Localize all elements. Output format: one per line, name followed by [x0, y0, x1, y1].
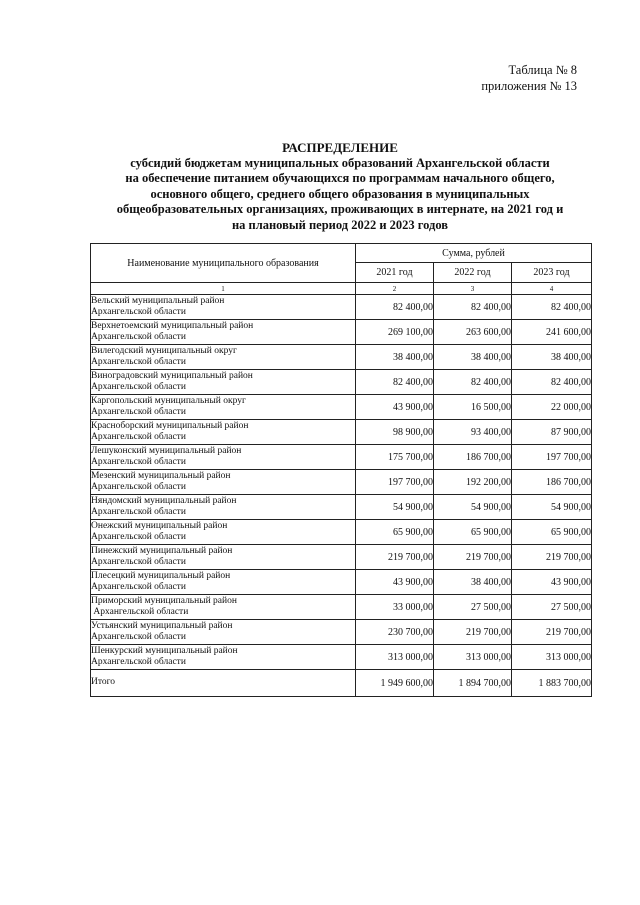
column-header-year: 2022 год	[434, 263, 512, 283]
column-number: 3	[434, 283, 512, 295]
municipality-name-line1: Пинежский муниципальный район	[91, 545, 233, 556]
total-2023: 1 883 700,00	[512, 670, 592, 697]
title-line: общеобразовательных организациях, проживающих в интернате, на 2021 год и	[116, 202, 564, 216]
document-title	[90, 140, 590, 233]
amount-2022: 16 500,00	[434, 395, 512, 420]
amount-2023: 82 400,00	[512, 370, 592, 395]
table-row	[91, 320, 592, 345]
municipality-name	[91, 470, 356, 495]
municipality-name	[91, 570, 356, 595]
municipality-name	[91, 545, 356, 570]
municipality-name	[91, 645, 356, 670]
table-row	[91, 345, 592, 370]
table-row	[91, 595, 592, 620]
amount-2021: 82 400,00	[356, 295, 434, 320]
municipality-name	[91, 445, 356, 470]
municipality-name-line2: Архангельской области	[91, 332, 186, 342]
amount-2021: 313 000,00	[356, 645, 434, 670]
municipality-name-line1: Устьянский муниципальный район	[91, 620, 233, 631]
amount-2021: 43 900,00	[356, 570, 434, 595]
amount-2023: 22 000,00	[512, 395, 592, 420]
column-number: 4	[512, 283, 592, 295]
amount-2021: 269 100,00	[356, 320, 434, 345]
table-row	[91, 420, 592, 445]
table-row	[91, 370, 592, 395]
amount-2022: 65 900,00	[434, 520, 512, 545]
amount-2022: 192 200,00	[434, 470, 512, 495]
table-row	[91, 495, 592, 520]
table-row	[91, 470, 592, 495]
municipality-name-line2: Архангельской области	[91, 657, 186, 667]
amount-2021: 43 900,00	[356, 395, 434, 420]
municipality-name-line1: Онежский муниципальный район	[91, 520, 228, 531]
distribution-table	[90, 243, 592, 697]
amount-2022: 54 900,00	[434, 495, 512, 520]
municipality-name-line2: Архангельской области	[91, 482, 186, 492]
amount-2022: 82 400,00	[434, 295, 512, 320]
table-row	[91, 645, 592, 670]
municipality-name	[91, 295, 356, 320]
municipality-name-line1: Шенкурский муниципальный район	[91, 645, 238, 656]
amount-2023: 27 500,00	[512, 595, 592, 620]
municipality-name	[91, 320, 356, 345]
amount-2023: 65 900,00	[512, 520, 592, 545]
municipality-name	[91, 420, 356, 445]
municipality-name-line2: Архангельской области	[91, 382, 186, 392]
municipality-name-line2: Архангельской области	[91, 507, 186, 517]
amount-2021: 197 700,00	[356, 470, 434, 495]
total-row	[91, 670, 592, 697]
amount-2023: 313 000,00	[512, 645, 592, 670]
amount-2023: 38 400,00	[512, 345, 592, 370]
amount-2021: 82 400,00	[356, 370, 434, 395]
column-number: 1	[91, 283, 356, 295]
amount-2021: 219 700,00	[356, 545, 434, 570]
title-main: РАСПРЕДЕЛЕНИЕ	[282, 140, 398, 155]
title-line: на плановый период 2022 и 2023 годов	[231, 217, 449, 232]
municipality-name-line2: Архангельской области	[91, 357, 186, 367]
total-2022: 1 894 700,00	[434, 670, 512, 697]
municipality-name-line2: Архангельской области	[91, 407, 186, 417]
amount-2022: 186 700,00	[434, 445, 512, 470]
municipality-name-line2: Архангельской области	[91, 307, 186, 317]
table-row	[91, 545, 592, 570]
amount-2023: 186 700,00	[512, 470, 592, 495]
column-number-row	[91, 283, 592, 295]
appendix-number: приложения № 13	[481, 79, 577, 93]
table-row	[91, 445, 592, 470]
municipality-name-line1: Няндомский муниципальный район	[91, 495, 237, 506]
municipality-name-line1: Мезенский муниципальный район	[91, 470, 231, 481]
amount-2022: 93 400,00	[434, 420, 512, 445]
amount-2021: 175 700,00	[356, 445, 434, 470]
amount-2022: 219 700,00	[434, 620, 512, 645]
municipality-name	[91, 395, 356, 420]
column-header-year: 2021 год	[356, 263, 434, 283]
municipality-name-line1: Красноборский муниципальный район	[91, 420, 249, 431]
column-header-name: Наименование муниципального образования	[91, 244, 356, 283]
amount-2021: 33 000,00	[356, 595, 434, 620]
amount-2022: 219 700,00	[434, 545, 512, 570]
table-row	[91, 395, 592, 420]
table-reference	[481, 62, 577, 94]
municipality-name-line2: Архангельской области	[91, 607, 189, 617]
municipality-name	[91, 495, 356, 520]
table-row	[91, 295, 592, 320]
amount-2022: 263 600,00	[434, 320, 512, 345]
municipality-name	[91, 595, 356, 620]
amount-2023: 219 700,00	[512, 620, 592, 645]
total-2021: 1 949 600,00	[356, 670, 434, 697]
amount-2022: 38 400,00	[434, 570, 512, 595]
municipality-name	[91, 370, 356, 395]
amount-2022: 313 000,00	[434, 645, 512, 670]
title-line: субсидий бюджетам муниципальных образований Архангельской области	[130, 155, 550, 170]
municipality-name	[91, 345, 356, 370]
municipality-name-line1: Плесецкий муниципальный район	[91, 570, 231, 581]
title-line: основного общего, среднего общего образования в муниципальных	[150, 186, 530, 201]
column-header-sum: Сумма, рублей	[356, 244, 592, 263]
municipality-name-line1: Виноградовский муниципальный район	[91, 370, 253, 381]
title-line: на обеспечение питанием обучающихся по программам начального общего,	[125, 171, 555, 185]
table-row	[91, 620, 592, 645]
municipality-name-line2: Архангельской области	[91, 632, 186, 642]
amount-2022: 38 400,00	[434, 345, 512, 370]
amount-2022: 27 500,00	[434, 595, 512, 620]
municipality-name-line1: Каргопольский муниципальный округ	[91, 395, 246, 406]
municipality-name-line2: Архангельской области	[91, 557, 186, 567]
amount-2023: 43 900,00	[512, 570, 592, 595]
total-label: Итого	[91, 670, 356, 697]
amount-2023: 82 400,00	[512, 295, 592, 320]
municipality-name	[91, 620, 356, 645]
column-header-year: 2023 год	[512, 263, 592, 283]
column-number: 2	[356, 283, 434, 295]
amount-2021: 98 900,00	[356, 420, 434, 445]
amount-2021: 230 700,00	[356, 620, 434, 645]
municipality-name-line2: Архангельской области	[91, 432, 186, 442]
amount-2023: 54 900,00	[512, 495, 592, 520]
municipality-name-line1: Верхнетоемский муниципальный район	[91, 320, 254, 331]
municipality-name	[91, 520, 356, 545]
municipality-name-line1: Вельский муниципальный район	[91, 295, 225, 306]
table-number: Таблица № 8	[508, 63, 577, 77]
table-row	[91, 570, 592, 595]
amount-2022: 82 400,00	[434, 370, 512, 395]
municipality-name-line2: Архангельской области	[91, 457, 186, 467]
municipality-name-line1: Приморский муниципальный район	[91, 595, 237, 606]
amount-2023: 241 600,00	[512, 320, 592, 345]
municipality-name-line1: Лешуконский муниципальный район	[91, 445, 242, 456]
amount-2021: 38 400,00	[356, 345, 434, 370]
amount-2023: 87 900,00	[512, 420, 592, 445]
municipality-name-line1: Вилегодский муниципальный округ	[91, 345, 237, 356]
amount-2023: 197 700,00	[512, 445, 592, 470]
municipality-name-line2: Архангельской области	[91, 582, 186, 592]
municipality-name-line2: Архангельской области	[91, 532, 186, 542]
table-row	[91, 520, 592, 545]
amount-2023: 219 700,00	[512, 545, 592, 570]
amount-2021: 54 900,00	[356, 495, 434, 520]
amount-2021: 65 900,00	[356, 520, 434, 545]
